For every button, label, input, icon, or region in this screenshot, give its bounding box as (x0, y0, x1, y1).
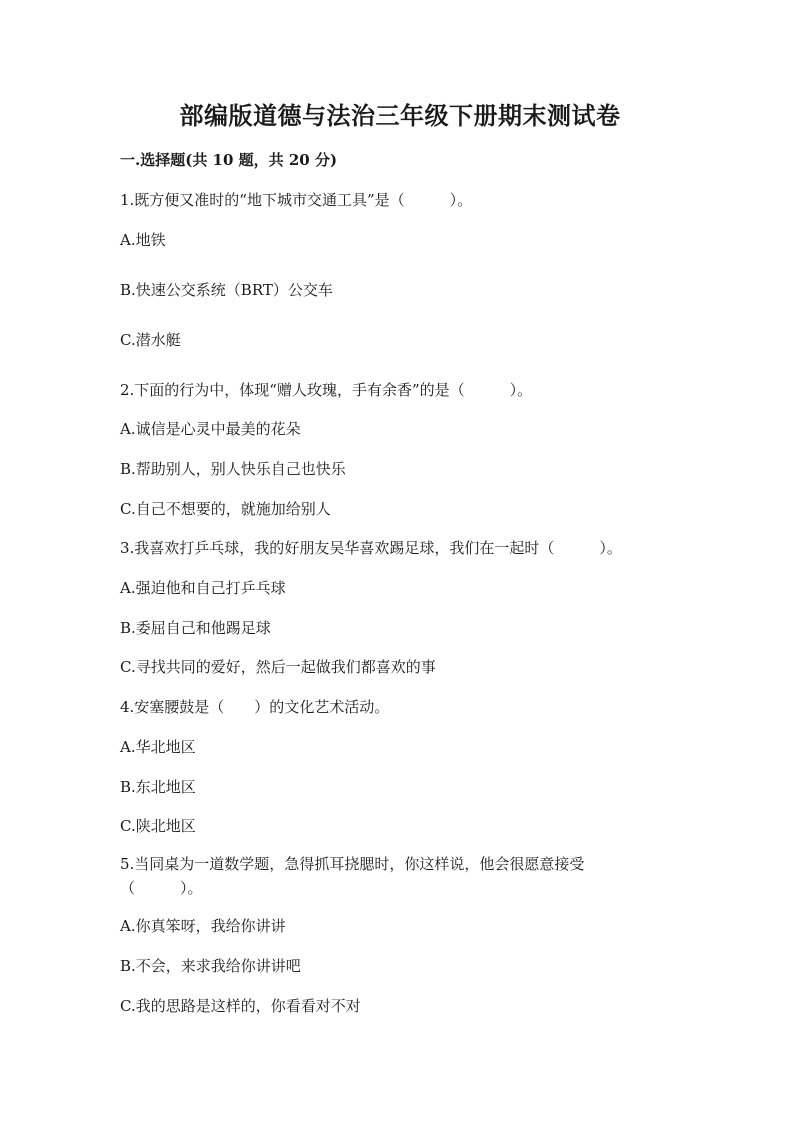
question-4-stem: 4.安塞腰鼓是（ ）的文化艺术活动。 (120, 698, 390, 716)
question-4-option-b: B.东北地区 (120, 778, 196, 796)
question-5-stem: 5.当同桌为一道数学题，急得抓耳挠腮时，你这样说，他会很愿意接受（ ）。 (120, 855, 585, 897)
question-2-stem: 2.下面的行为中，体现“赠人玫瑰，手有余香”的是（ ）。 (120, 381, 533, 399)
question-1-option-a: A.地铁 (120, 231, 166, 249)
question-1-option-c: C.潜水艇 (120, 331, 181, 349)
question-5-option-a: A.你真笨呀，我给你讲讲 (120, 917, 286, 935)
question-2-option-a: A.诚信是心灵中最美的花朵 (120, 420, 301, 438)
question-3-option-a: A.强迫他和自己打乒乓球 (120, 579, 286, 597)
question-2-option-b: B.帮助别人，别人快乐自己也快乐 (120, 460, 346, 478)
question-5-option-b: B.不会，来求我给你讲讲吧 (120, 957, 301, 975)
question-3-stem: 3.我喜欢打乒乓球，我的好朋友吴华喜欢踢足球，我们在一起时（ ）。 (120, 539, 622, 557)
question-1-option-b: B.快速公交系统（BRT）公交车 (120, 281, 333, 299)
question-3-option-b: B.委屈自己和他踢足球 (120, 619, 271, 637)
section-heading: 一.选择题(共 10 题，共 20 分) (120, 151, 338, 169)
question-1-stem: 1.既方便又准时的“地下城市交通工具”是（ ）。 (120, 191, 473, 209)
question-3-option-c: C.寻找共同的爱好，然后一起做我们都喜欢的事 (120, 658, 436, 676)
question-4-option-a: A.华北地区 (120, 738, 196, 756)
question-4-option-c: C.陕北地区 (120, 817, 196, 835)
page-title: 部编版道德与法治三年级下册期末测试卷 (179, 101, 621, 130)
question-5-option-c: C.我的思路是这样的，你看看对不对 (120, 997, 361, 1015)
question-2-option-c: C.自己不想要的，就施加给别人 (120, 500, 331, 518)
